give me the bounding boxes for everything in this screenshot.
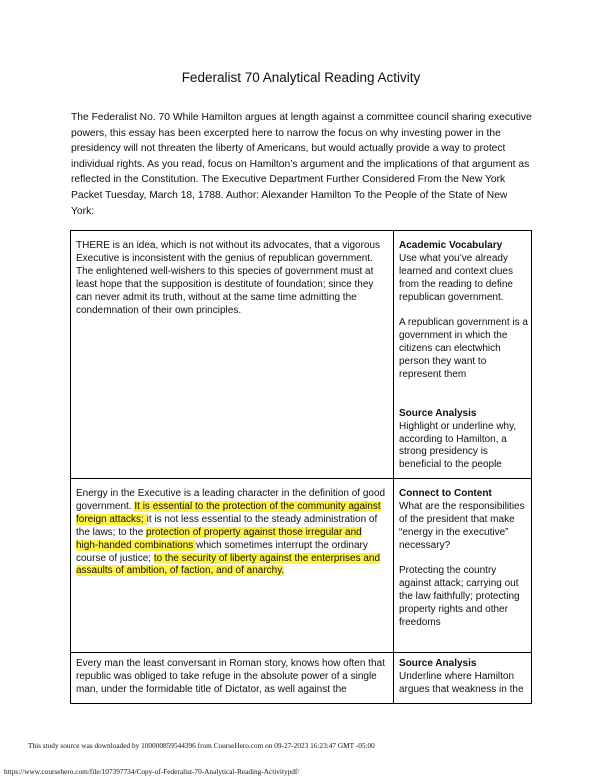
highlighted-text: protection of property against those irregular and high-handed combinations — [76, 526, 362, 551]
annotation-cell — [399, 658, 529, 703]
passage-text: it is not less essential to the steady administration of the laws; to the — [76, 513, 378, 538]
reading-table — [70, 230, 532, 704]
connect-prompt: What are the responsibilities of the president that make “energy in the executive” necessary? — [399, 500, 525, 551]
column-divider — [393, 231, 394, 703]
passage-text: which sometimes interrupt the ordinary course of justice; — [76, 539, 368, 564]
intro-paragraph: The Federalist No. 70 While Hamilton argues at length against a committee council sharing executive powers, this essay has been excerpted here to narrow the focus on why investing power in the presidency will not threaten the liberty of Americans, but would actually provide a way to protect individual rights. As you read, focus on Hamilton’s argument and the implications of that argument as reflected in the Constitution. The Executive Department Further Considered From the New York Packet Tuesday, March 18, 1788. Author: Alexander Hamilton To the People of the State of New York: — [71, 112, 532, 217]
vocab-prompt: Use what you’ve already learned and context clues from the reading to define republican government. — [399, 252, 513, 303]
source-url[interactable]: https://www.coursehero.com/file/107397734/Copy-of-Federalist-70-Analytical-Reading-Activitypdf/ — [4, 767, 300, 776]
highlighted-text: to the security of liberty against the enterprises and assaults of ambition, of faction, and of anarchy. — [76, 552, 381, 577]
row-divider — [71, 478, 531, 479]
passage-text: Energy in the Executive is a leading character in the definition of good government. — [76, 488, 386, 512]
row-divider — [71, 652, 531, 653]
page-title: Federalist 70 Analytical Reading Activity — [181, 70, 421, 85]
annotation-cell — [399, 240, 529, 476]
connect-answer: Protecting the country against attack; carrying out the law faithfully; protecting property rights and other freedoms — [399, 565, 520, 629]
download-notice: This study source was downloaded by 100000859544396 from CourseHero.com on 09-27-2023 16:23:47 GMT -05:00 — [28, 741, 375, 750]
connect-heading: Connect to Content — [399, 488, 492, 499]
passage-text: THERE is an idea, which is not without its advocates, that a vigorous Executive is inconsistent with the genius of republican government. The enlightened well-wishers to this species of government must at least hope that the supposition is destitute of foundation; since they can never admit its truth, without at the same time admitting the condemnation of their own principles. — [76, 240, 381, 316]
passage-cell — [76, 488, 386, 648]
analysis-heading: Source Analysis — [399, 658, 477, 669]
vocab-heading: Academic Vocabulary — [399, 240, 503, 251]
passage-cell — [76, 658, 386, 703]
passage-cell — [76, 240, 386, 476]
annotation-cell — [399, 488, 529, 648]
analysis-prompt: Highlight or underline why, according to Hamilton, a strong presidency is beneficial to the people — [399, 420, 517, 471]
analysis-prompt: Underline where Hamilton argues that weakness in the — [399, 670, 524, 695]
analysis-heading: Source Analysis — [399, 407, 477, 419]
vocab-answer: A republican government is a government in which the citizens can electwhich person they want to represent them — [399, 317, 528, 381]
highlighted-text: It is essential to the protection of the community against foreign attacks; — [76, 500, 381, 525]
passage-text: Every man the least conversant in Roman story, knows how often that republic was obliged to take refuge in the absolute power of a single man, under the formidable title of Dictator, as well against the — [76, 658, 385, 695]
